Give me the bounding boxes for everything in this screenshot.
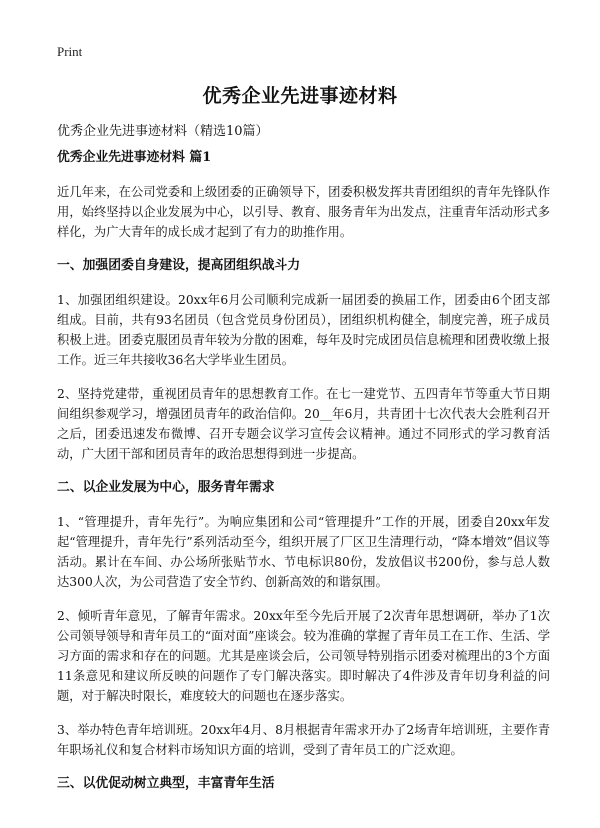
paragraph: 3、举办特色青年培训班。20xx年4月、8月根据青年需求开办了2场青年培训班，主要作青年职场礼仪和复合材料市场知识方面的培训，受到了青年员工的广泛欢迎。 <box>57 723 550 757</box>
document-subtitle: 优秀企业先进事迹材料（精选10篇） <box>57 124 269 139</box>
paragraph: 1、“管理提升，青年先行”。为响应集团和公司“管理提升”工作的开展，团委自20xx年发起“管理提升，青年先行”系列活动至今，组织开展了厂区卫生清理行动，“降本增效”倡议等活动。累计在车间、办公场所张贴节水、节电标识80份，发放倡议书200份，参与总人数达300人次，为公司营造了安全节约、创新高效的和谐氛围。 <box>57 515 550 589</box>
print-link[interactable]: Print <box>57 44 83 59</box>
paragraph: 1、加强团组织建设。20xx年6月公司顺利完成新一届团委的换届工作，团委由6个团支部组成。目前，共有93名团员（包含党员身份团员），团组织机构健全，制度完善，班子成员积极上进。团委克服团员青年较为分散的困难，每年及时完成团员信息梳理和团费收缴上报工作。近三年共接收36名大学毕业生团员。 <box>57 293 550 367</box>
section-heading: 三、以优促动树立典型，丰富青年生活 <box>57 776 275 791</box>
paragraph: 近几年来，在公司党委和上级团委的正确领导下，团委积极发挥共青团组织的青年先锋队作用，始终坚持以企业发展为中心，以引导、教育、服务青年为出发点，注重青年活动形式多样化，为广大青年的成长成才起到了有力的助推作用。 <box>57 185 550 239</box>
section-heading: 二、以企业发展为中心，服务青年需求 <box>57 480 275 495</box>
section-heading: 优秀企业先进事迹材料 篇1 <box>57 150 212 165</box>
paragraph: 2、倾听青年意见，了解青年需求。20xx年至今先后开展了2次青年思想调研，举办了1次公司领导领导和青年员工的“面对面”座谈会。较为准确的掌握了青年员工在工作、生活、学习方面的需求和存在的问题。尤其是座谈会后，公司领导特别指示团委对梳理出的3个方面11条意见和建议所反映的问题作了专门解决落实。即时解决了4件涉及青年切身利益的问题，对于解决时限长，难度较大的问题也在逐步落实。 <box>57 609 550 703</box>
article-body <box>57 148 550 808</box>
page-title: 优秀企业先进事迹材料 <box>202 85 398 107</box>
section-heading: 一、加强团委自身建设，提高团组织战斗力 <box>57 258 301 273</box>
paragraph: 2、坚持党建带，重视团员青年的思想教育工作。在七一建党节、五四青年节等重大节日期间组织参观学习，增强团员青年的政治信仰。20__年6月，共青团十七次代表大会胜利召开之后，团委迅速发布微博、召开专题会议学习宣传会议精神。通过不同形式的学习教育活动，广大团干部和团员青年的政治思想得到进一步提高。 <box>57 387 550 461</box>
